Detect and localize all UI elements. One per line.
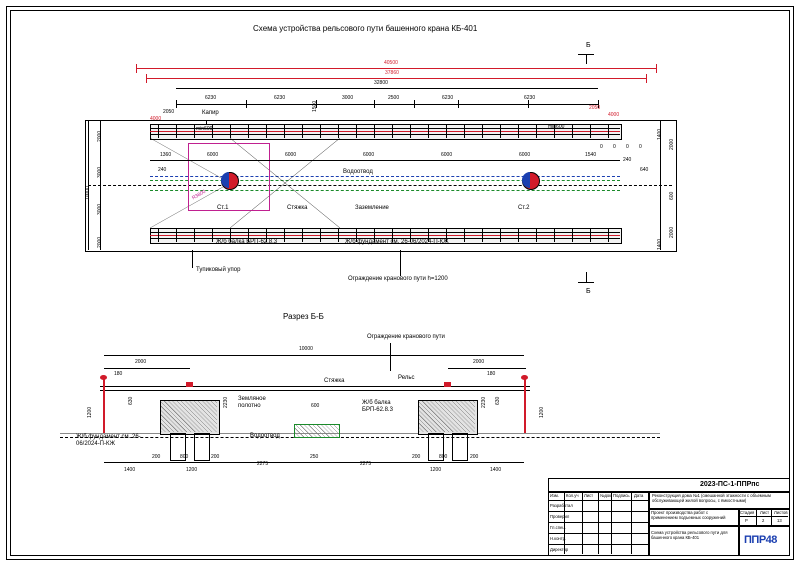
- dim-line-2000-right-section: [448, 368, 526, 369]
- label-zemlyanoe-section: Земляное полотно: [238, 396, 266, 409]
- ground-hatch-line: [60, 437, 660, 438]
- dim-left-3000-2: 3000: [97, 203, 103, 215]
- section-mark-bottom-tick: [586, 272, 587, 282]
- rail-red-top: [150, 131, 620, 132]
- label-beam-plan: Ж/б балка БРП-62.8.3: [216, 239, 278, 245]
- dim-800-b2: 800: [439, 454, 448, 460]
- rev-vline-0: [564, 491, 565, 554]
- footing-right-hatch: [419, 401, 475, 432]
- label-vodootvod-section: Водоотвод: [250, 433, 280, 439]
- dim-left-10000: 10000: [85, 186, 91, 200]
- dim-1360: 1360: [160, 152, 172, 158]
- rev-col-3: №док: [600, 493, 612, 498]
- dim-2000-right-section: 2000: [473, 359, 485, 365]
- rev-vline-4: [631, 491, 632, 554]
- dim-line-bottom-section: [104, 462, 524, 463]
- dim-6000-1: 6000: [207, 152, 219, 158]
- dim-40500: 40500: [384, 60, 398, 66]
- dim-tick-40500-r: [656, 64, 657, 73]
- label-zazemlenie-plan: Заземление: [355, 205, 389, 211]
- dim-1200-b2: 1200: [430, 467, 442, 473]
- dim-1500: 1500: [312, 100, 318, 112]
- dim-6000-3: 6000: [363, 152, 375, 158]
- dim-2050-right: 2050: [589, 105, 601, 111]
- label-vodootvod-plan: Водоотвод: [343, 169, 373, 175]
- dim-span-3: 3000: [342, 95, 354, 101]
- footing-right-pile-2: [452, 433, 468, 461]
- label-min600-right: min600: [548, 124, 565, 130]
- org-description: Реконструкция дома №1 (смешанной этажности с объемным обслуживающей жилой вопросы, с ёмкостными): [652, 493, 771, 503]
- dim-right-2000-2: 2000: [669, 226, 675, 238]
- label-foundation-plan: Ж/б фундамент см. 26-06/2024-П-КЖ: [345, 239, 449, 245]
- dim-span-4: 2500: [388, 95, 400, 101]
- dim-tick-40500-l: [136, 64, 137, 73]
- dim-2000-left-section: 2000: [135, 359, 147, 365]
- dim-line-spans: [176, 104, 598, 105]
- dim-200-b2: 200: [211, 454, 220, 460]
- dim-left-2000-bot: 2000: [97, 236, 103, 248]
- label-styazhka-section: Стяжка: [324, 378, 345, 384]
- rail-line-top-2: [150, 134, 620, 135]
- dim-200-b1: 200: [152, 454, 161, 460]
- stage-divider-v1: [756, 508, 757, 525]
- footing-left-pile-2: [194, 433, 210, 461]
- dim-37860: 37860: [385, 70, 399, 76]
- rail-left-section: [186, 382, 193, 387]
- dim-630-right-section: 630: [495, 396, 501, 405]
- slab-line-top: [100, 386, 530, 387]
- dim-line-2000-left-section: [104, 368, 190, 369]
- project-code: 2023-ПС-1-ППРпс: [700, 481, 760, 488]
- dim-1200-b1: 1200: [186, 467, 198, 473]
- dim-tick-s4: [414, 100, 415, 108]
- crane-stand-2-label: Ст.2: [518, 205, 530, 211]
- dim-tick-s1: [246, 100, 247, 108]
- rev-col-2: Лист: [584, 493, 594, 498]
- dim-line-10000-section: [104, 355, 524, 356]
- label-rels-section: Рельс: [398, 375, 415, 381]
- rev-vline-2: [598, 491, 599, 554]
- rev-row-2: Гл.спец.: [550, 525, 566, 530]
- dim-6000-4: 6000: [441, 152, 453, 158]
- dim-2275-b2: 2275: [360, 461, 372, 467]
- stage-divider-h: [738, 516, 788, 517]
- rail-line-bot-1: [150, 232, 620, 233]
- company-logo: ППР48: [744, 534, 777, 546]
- rev-col-5: Дата: [634, 493, 644, 498]
- leader-ograzhdenie-plan: [400, 250, 401, 276]
- dim-10000-section: 10000: [299, 346, 313, 352]
- stage-value-1: 2: [762, 518, 765, 523]
- fence-post-right-cap: [521, 375, 528, 380]
- dim-span-2: 6230: [274, 95, 286, 101]
- sheet-line: Схема устройства рельсового пути для башенного крана КБ-401: [651, 530, 728, 541]
- label-foundation-section: Ж/б фундамент см. 26-06/2024-П-КЖ: [76, 434, 141, 447]
- dim-240-right: 240: [623, 157, 632, 163]
- rev-row-4: Директор: [550, 547, 569, 552]
- dim-600-left-section: 600: [311, 403, 320, 409]
- stage-value-2: 13: [777, 518, 782, 523]
- dim-630-left-section: 630: [128, 396, 134, 405]
- dim-1200-left-section: 1200: [87, 406, 93, 418]
- dim-right-1400-1: 1400: [657, 128, 663, 140]
- section-mark-top-label: Б: [586, 42, 591, 49]
- crane-stand-1-label: Ст.1: [217, 205, 229, 211]
- fence-post-right: [524, 378, 526, 433]
- dim-640-right: 640: [640, 167, 649, 173]
- label-kapir: Капир: [202, 110, 219, 116]
- rev-vline-3: [611, 491, 612, 554]
- plan-title: Схема устройства рельсового пути башенного крана КБ-401: [253, 24, 478, 33]
- dim-200-b4: 200: [470, 454, 479, 460]
- radius-3800-label: R3800: [191, 188, 207, 202]
- dim-1200-right-section: 1200: [539, 406, 545, 418]
- dim-2230-right-section: 2230: [481, 396, 487, 408]
- rail-red-bottom: [150, 235, 620, 236]
- fence-post-left: [103, 378, 105, 433]
- label-ograzhdenie-section: Ограждение кранового пути: [367, 334, 445, 340]
- rail-right-section: [444, 382, 451, 387]
- dim-tick-s5: [458, 100, 459, 108]
- stage-divider-v2: [771, 508, 772, 525]
- dim-right-2000-1: 2000: [669, 138, 675, 150]
- dim-250-b: 250: [310, 454, 319, 460]
- label-styazhka-plan: Стяжка: [287, 205, 308, 211]
- dim-6000-5: 6000: [519, 152, 531, 158]
- dim-tick-37860-l: [146, 74, 147, 83]
- dim-4000-left: 4000: [150, 116, 162, 122]
- doc-line: Проект производства работ с применением подъемных сооружений: [651, 510, 726, 520]
- dim-line-37860: [146, 78, 646, 79]
- rev-vline-1: [582, 491, 583, 554]
- dim-span-5: 6230: [442, 95, 454, 101]
- dim-1400-b1: 1400: [124, 467, 136, 473]
- dim-2050-left: 2050: [163, 109, 175, 115]
- dim-180-left-section: 180: [114, 371, 123, 377]
- dim-tick-s3: [374, 100, 375, 108]
- dim-tick-s6: [528, 100, 529, 108]
- dim-right-1400-2: 1400: [657, 238, 663, 250]
- label-min600-left: min600: [196, 126, 213, 132]
- dim-4000-right: 4000: [608, 112, 620, 118]
- dim-span-6: 6230: [524, 95, 536, 101]
- dim-180-right-section: 180: [487, 371, 496, 377]
- fence-post-left-cap: [100, 375, 107, 380]
- leader-tupik: [192, 250, 193, 268]
- dim-240-left: 240: [158, 167, 167, 173]
- rev-col-0: Изм.: [550, 493, 559, 498]
- dim-32800: 32800: [374, 80, 388, 86]
- rev-row-3: Н.контр.: [550, 536, 567, 541]
- sheet-inner-border: [10, 10, 790, 556]
- label-beam-section: Ж/б балка БРП-62.8.3: [362, 400, 393, 413]
- dim-2275-b1: 2275: [257, 461, 269, 467]
- dim-left-2000-top: 2000: [97, 130, 103, 142]
- dim-right-600: 600: [669, 191, 675, 200]
- section-mark-bottom-line: [578, 282, 594, 283]
- section-mark-bottom-label: Б: [586, 288, 591, 295]
- slab-line-bottom: [100, 390, 530, 391]
- dim-1400-b2: 1400: [490, 467, 502, 473]
- footing-left-hatch: [161, 401, 217, 432]
- dim-tick-s0: [176, 100, 177, 108]
- dim-2230-left-section: 2230: [223, 396, 229, 408]
- label-ograzhdenie-plan: Ограждение кранового пути h=1200: [348, 276, 448, 282]
- rev-row-1: Проверил: [550, 514, 570, 519]
- rev-col-1: Кол.уч: [566, 493, 579, 498]
- label-tupik: Тупиковый упор: [196, 267, 241, 273]
- dim-tick-37860-r: [646, 74, 647, 83]
- drawing-sheet: Схема устройства рельсового пути башенного крана КБ-401 Б Б 40500 37860 32800 6230 6230 3000 2500 6230 6230 2050 4000 2050 4000 Капир Ст.1 R3800 Ст.2 min600 min600 Водоотвод Стяжка Заземление 6000 6000 6000 6000 6000 1360 1540 240 240 640 1500 2000 3000 3000 2000 10000 1400 1400 2000 2000 600 0 0 0 0 Ж/б балка БРП-62.8.3 Ж/б фундамент см. 26-06/2024-П-КЖ Тупиковый упор Ограждение кранового пути h=1200 Разрез Б-Б Ограждение кранового пути Стяжка Рельс Земляное полотно Ж/б балка БРП-62.8.3 Водоотвод Ж/б фундамент см. 26-06/2024-П-КЖ 10000 2000 2000 1200 1200 630 630 180 180 2230 2230 600 200 800 200 2275 250 2275 1200 1200 200 800 200 1400 1400 2023-ПС-1-ППРпс Реконструкция дома №1 (смешанной этажности с объемным обслуживающей жилой вопросы, с ёмкостными) Изм. Кол.уч Лист №док Подпись Дата Разработал Проверил Гл.спец. Н.контр. Директор Проект производства работ с применением подъемных сооружений Стадия Лист Листов Р 2 13 Схема устройства рельсового пути для башенного крана КБ-401 ППР48: [0, 0, 800, 566]
- dim-6000-2: 6000: [285, 152, 297, 158]
- stage-value-0: Р: [745, 518, 748, 523]
- section-mark-top-tick: [586, 54, 587, 64]
- drainage-ditch: [294, 424, 340, 438]
- dim-800-b: 800: [180, 454, 189, 460]
- dim-1540: 1540: [585, 152, 597, 158]
- stage-header-2: Листов: [774, 510, 788, 515]
- dim-200-b3: 200: [412, 454, 421, 460]
- dim-left-3000-1: 3000: [97, 166, 103, 178]
- dim-line-6000: [150, 160, 620, 161]
- rev-col-4: Подпись: [613, 493, 630, 498]
- dim-line-40500: [136, 68, 656, 69]
- dim-line-32800: [176, 88, 598, 89]
- rev-row-0: Разработал: [550, 503, 573, 508]
- dim-span-1: 6230: [205, 95, 217, 101]
- leader-ograzhdenie-section: [390, 343, 391, 371]
- section-title: Разрез Б-Б: [283, 312, 324, 321]
- stage-header-0: Стадия: [740, 510, 755, 515]
- stage-header-1: Лист: [760, 510, 770, 515]
- ground-line: [60, 433, 660, 434]
